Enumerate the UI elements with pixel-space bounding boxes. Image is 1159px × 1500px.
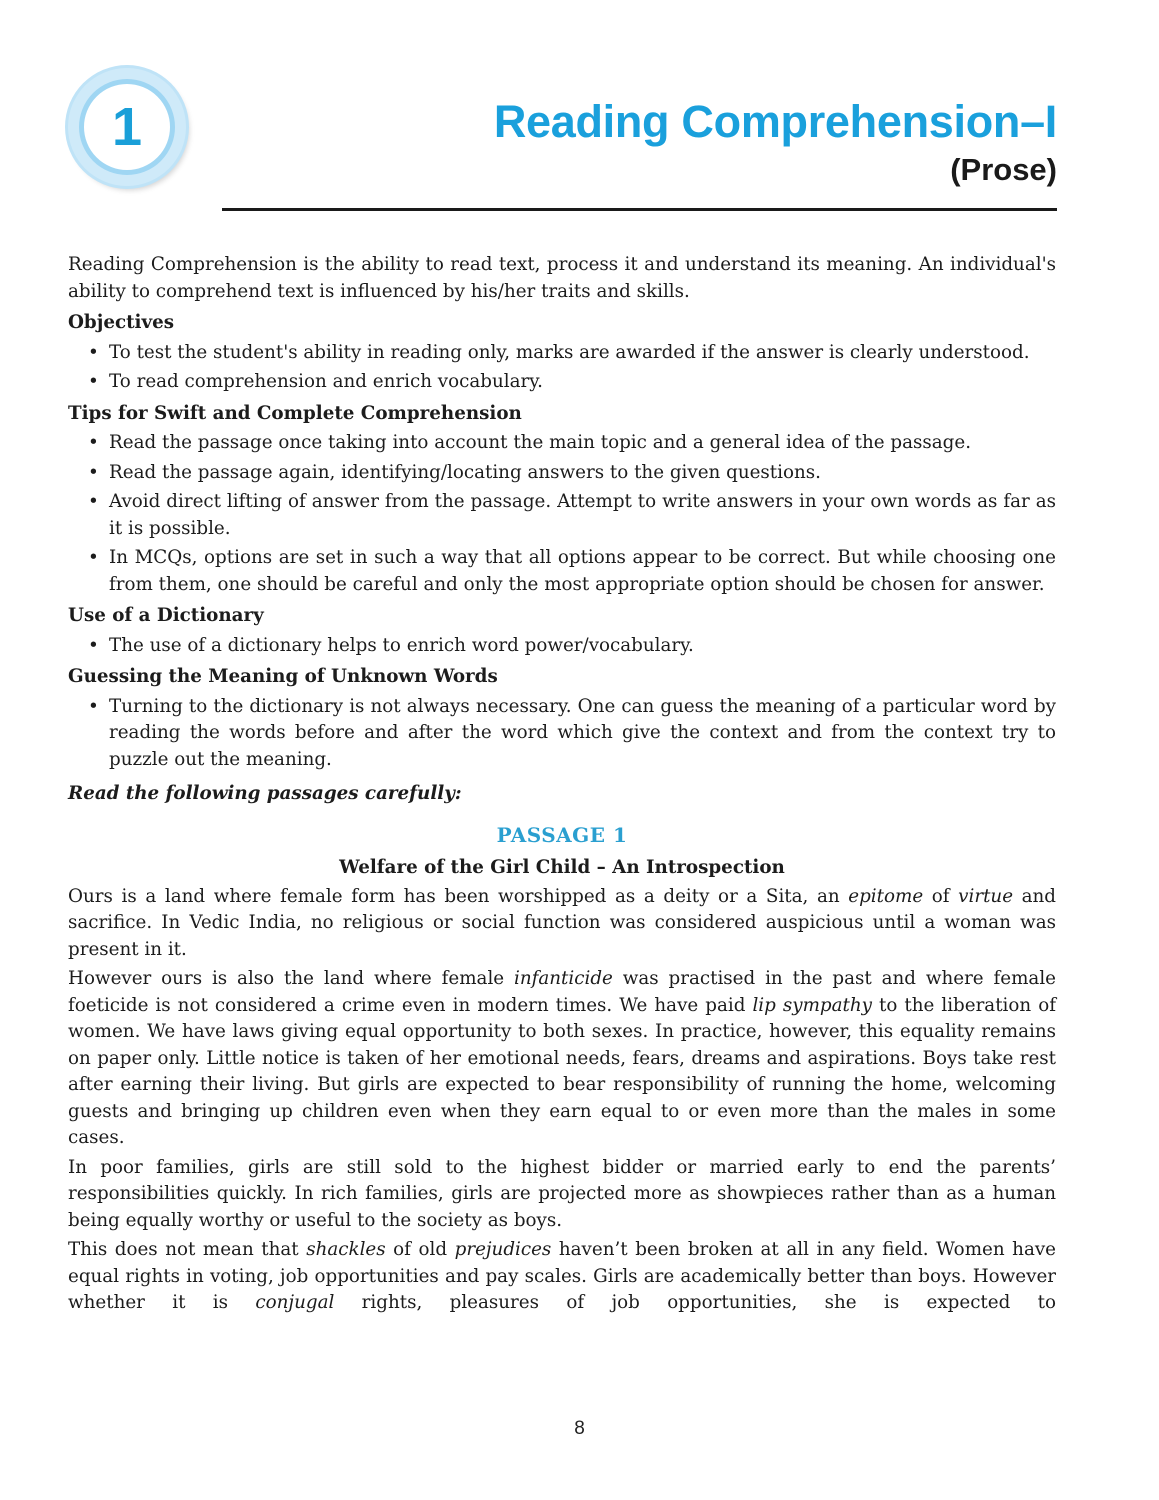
list-item: • The use of a dictionary helps to enrich word power/vocabulary. (88, 633, 1056, 660)
objectives-list (68, 340, 1056, 396)
passage-label: PASSAGE 1 (496, 822, 628, 847)
passage-paragraph: However ours is also the land where female infanticide was practised in the past and where female foeticide is not considered a crime even in modern times. We have paid lip sympathy to the liberation of women. We have laws giving equal opportunity to both sexes. In practice, however, this equality remains on paper only. Little notice is taken of her emotional needs, fears, dreams and aspirations. Boys take rest after earning their living. But girls are expected to bear responsibility of running the home, welcoming guests and bringing up children even when they earn equal to or even more than the males in some cases. (68, 968, 1056, 1148)
glossary-word: virtue (958, 885, 1014, 907)
objectives-heading: Objectives (68, 312, 175, 333)
passage-paragraph: Ours is a land where female form has been worshipped as a deity or a Sita, an epitome of virtue and sacrifice. In Vedic India, no religious or social function was considered auspicious until a woman was present in it. (68, 885, 1057, 960)
list-item: • To read comprehension and enrich vocabulary. (88, 369, 1056, 396)
bullet-icon: • (88, 432, 99, 453)
list-item: • To test the student's ability in reading only, marks are awarded if the answer is clearly understood. (88, 340, 1056, 367)
bullet-icon: • (88, 547, 99, 568)
chapter-title: Reading Comprehension–I (493, 96, 1057, 147)
chapter-subtitle: (Prose) (950, 152, 1057, 187)
passage-title: Welfare of the Girl Child – An Introspection (339, 856, 785, 878)
page-number: 8 (574, 1418, 585, 1439)
chapter-number-badge (68, 68, 186, 186)
guessing-heading: Guessing the Meaning of Unknown Words (68, 666, 498, 687)
glossary-word: infanticide (513, 968, 613, 989)
intro-paragraph: Reading Comprehension is the ability to read text, process it and understand its meaning. An individual's ability to comprehend text is influenced by his/her traits and skills. (68, 254, 1056, 302)
bullet-icon: • (88, 461, 99, 483)
bullet-icon: • (88, 634, 99, 656)
list-item: • In MCQs, options are set in such a way that all options appear to be correct. But while choosing one from them, one should be careful and only the most appropriate option should be chosen for answer. (88, 547, 1056, 595)
glossary-word: shackles (306, 1239, 386, 1260)
list-item: • Turning to the dictionary is not always necessary. One can guess the meaning of a particular word by reading the words before and after the word which give the context and from the context try to puzzle out the meaning. (88, 695, 1056, 770)
glossary-word: epitome (848, 885, 924, 907)
chapter-number: 1 (79, 79, 175, 175)
passage-paragraph: This does not mean that shackles of old prejudices haven’t been broken at all in any field. Women have equal rights in voting, job opportunities and pay scales. Girls are academically better than boys. However whether it is conjugal rights, pleasures of job opportunities, she is expected to (68, 1239, 1057, 1313)
dictionary-list (68, 633, 1056, 660)
glossary-word: prejudices (454, 1239, 552, 1260)
guessing-list (68, 694, 1056, 774)
list-item: • Read the passage again, identifying/locating answers to the given questions. (88, 460, 1056, 487)
dictionary-heading: Use of a Dictionary (68, 605, 264, 626)
glossary-word: lip sympathy (752, 994, 872, 1016)
page-content (68, 252, 1056, 1320)
bullet-icon: • (88, 695, 99, 717)
bullet-icon: • (88, 341, 99, 363)
tips-list (68, 430, 1056, 598)
bullet-icon: • (88, 371, 99, 392)
title-divider (222, 208, 1057, 211)
passage-paragraph: In poor families, girls are still sold to the highest bidder or married early to end the parents’ responsibilities quickly. In rich families, girls are projected more as showpieces rather than as a human being equally worthy or useful to the society as boys. (68, 1156, 1056, 1231)
reading-instruction: Read the following passages carefully: (68, 783, 462, 804)
tips-heading: Tips for Swift and Complete Comprehension (68, 402, 522, 424)
bullet-icon: • (88, 491, 99, 512)
list-item: • Read the passage once taking into account the main topic and a general idea of the passage. (88, 430, 1056, 457)
glossary-word: conjugal (255, 1292, 335, 1313)
list-item: • Avoid direct lifting of answer from the passage. Attempt to write answers in your own words as far as it is possible. (88, 491, 1056, 539)
